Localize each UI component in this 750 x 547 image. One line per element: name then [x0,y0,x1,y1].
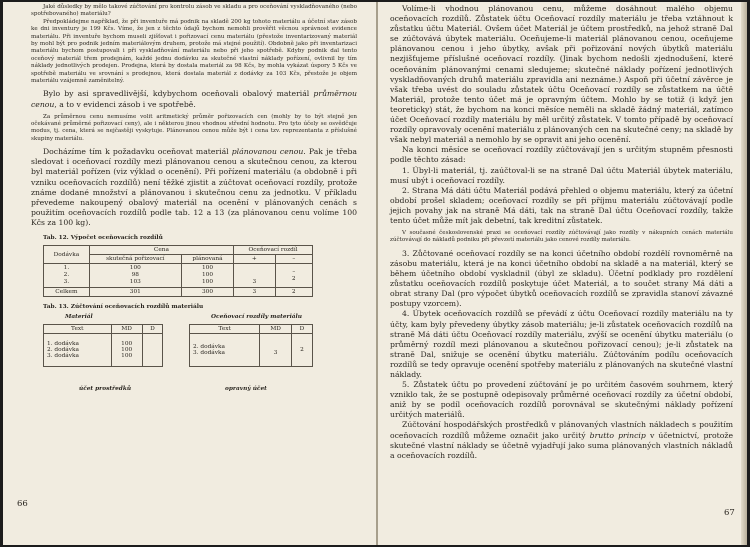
table-cell: 100 100 100 [181,264,233,288]
table13-header-md: MD [111,325,142,334]
page-edge-shadow [741,2,747,545]
table-row [44,334,163,367]
table13-header-d: D [291,325,312,334]
table-cell: 3 [234,264,275,288]
table13-right-footnote: opravný účet [225,386,267,393]
right-page-column [390,4,733,461]
book-spread [3,2,747,545]
planned-price-paragraph: Docházíme tím k požadavku oceňovat materiál plánovanou cenou. Pak je třeba sledovat i oceňovací rozdíly mezi plánovanou cenou a skutečnou cenou, za kterou byl materiál pořízen (viz výklad o ocenění). Při pořízení materiálu (a obdobně i při vzniku oceňovacích rozdílů) není těžké zjistit a zúčtovat oceňovací rozdíly, protože známe dodané množství a plánovanou i skutečnou cenu za jednotku. V příkladu převedeme nakoupený obalový materiál na ocenění v plánovaných cenách s použitím oceňovacích rozdílů podle tab. 12 a 13 (za plánovanou cenu volíme 100 Kčs za 100 kg). [31,147,357,227]
table-cell: 100 100 100 [111,334,142,367]
table13-header-text: Text [44,325,112,334]
table-row [44,264,313,288]
table12-total-row [44,288,313,297]
table13-right-title: Oceňovací rozdíly materiálu [211,314,302,321]
average-price-paragraph: Bylo by asi spravedlivější, kdybychom oceňovali obalový materiál průměrnou cenou, a to v evidenci zásob i ve spotřebě. [31,89,357,109]
table12-caption: Tab. 12. Výpočet oceňovacích rozdílů [43,235,163,242]
table12-header-cena: Cena [89,246,233,255]
table-cell: 1. 2. 3. [44,264,90,288]
rule-2-paragraph: 2. Strana Má dáti účtu Materiál podává přehled o objemu materiálu, který za účetní období prošel skladem; oceňovací rozdíly se při příjmu materiálu zúčtovávají podle jejich povahy jak na straně Má dáti, tak na straně Dal účtu Oceňovací rozdíly, takže tento účet může mít jak debetní, tak kreditní zůstatek. [390,185,733,225]
table-row [190,334,313,367]
table13-left-account [43,324,163,367]
brutto-principle-term: brutto princip [589,430,646,440]
table-cell: 2 [275,288,312,297]
table13-right-account [189,324,313,367]
planned-price-choice-paragraph: Volíme-li vhodnou plánovanou cenu, můžeme dosáhnout malého objemu oceňovacích rozdílů. Zůstatek účtu Oceňovací rozdíly materiálu je třeba vztáhnout k zůstatku účtu Materiál. Ovšem účet Materiál je účtem prostředků, na jehož straně Dal se zúčtovává úbytek materiálu. Oceňujeme-li materiál plánovanou cenou, oceňujeme plánovanou cenou i jeho úbytky, avšak při pořizování nových úbytků materiálu nezjišťujeme příslušné oceňovací rozdíly. (Jinak bychom nedošli zjednodušení, které oceňováním plánovanými cenami sledujeme; skutečné náklady pořízení jednotlivých vyskladňovaných druhů materiálu zpravidla ani neznáme.) Aspoň při účetní závěrce je však třeba uvést do souladu zůstatek účtu Oceňovací rozdíly se zůstatkem na účtě Materiál, protože tento účet má je opravným účtem. Mohlo by se totiž (i když jen teoreticky) stát, že bychom na konci měsíce neměli na skladě žádný materiál, zatímco účet Oceňovací rozdíly materiálu by měl určitý zůstatek. V tomto případě by oceňovací rozdíly opravovaly ocenění materiálu z plánovaných cen na skutečné ceny; na skladě by však nebyl materiál a nemohlo by se opravit ani jeho ocenění. [390,4,733,145]
table-cell: 300 [181,288,233,297]
table-cell: 100 98 103 [89,264,181,288]
table-cell: 3 [260,334,292,367]
table12-subheader-planovana: plánovaná [181,255,233,264]
table12-subheader-plus: + [234,255,275,264]
question-paragraph: Jaké důsledky by mělo takové zúčtování pro kontrolu zásob ve skladu a pro oceňování vyskladňovaného (nebo spotřebovaného) materiálu? [31,4,357,18]
right-page [378,2,747,545]
month-end-rules-intro: Na konci měsíce se oceňovací rozdíly zúčtovávají jen s určitým stupněm přesnosti podle těchto zásad: [390,145,733,165]
table13-caption: Tab. 13. Zúčtování oceňovacích rozdílů materiálu [43,304,204,311]
table-cell: 3 [234,288,275,297]
rule-3-paragraph: 3. Zůčtované oceňovací rozdíly se na konci účetního období rozdělí rovnoměrně na zásobu materiálu, která je na konci účetního období na skladě a na materiál, který se během účetního období vyskladnil (úbyl ze skladu). Účetní podklady pro rozdělení zůstatku oceňovacích rozdílů poskytuje účet Materiál, a to součet strany Má dáti a obrat strany Dal (pro výpočet úbytků oceňovacích rozdílů se zpravidla stanoví závazné postupy vzorcem). [390,248,733,309]
table12-header-rozdil: Oceňovací rozdíl [234,246,313,255]
average-price-term: průměrnou cenou [31,89,357,109]
example-paragraph: Předpokládejme například, že při inventuře má podnik na skladě 200 kg tohoto materiálu a účetní stav zásob ke dni inventury je 199 Kčs. Víme, že jen z těchto údajů bychom nemohli prověřit věcnou správnost evidence materiálu. Při inventuře bychom museli zjišťovat i pořizovací cenu materiálu (přestože inventarizovaný materiál by mohl být pro podnik jedním materiálovým druhem, protože má stejné použití). Obdobně jako při inventarizaci materiálu bychom postupovali i při vyskladňování materiálu nebo při jeho spotřebě. Kdyby podnik dal tento oceňový materiál třem prodejnám, každé jednu dodávku za skutečné vlastní náklady pořízení, ovlivnil by tím náklady jednotlivých prodejen. Prodejna, která by dostala materiál za 98 Kčs, by mohla vykázat úspory 5 Kčs ve spotřebě materiálu ve srovnání s prodejnou, která dostala materiál z dodávky za 103 Kčs, přestože je objem materiálu vzájemně zaměnitelný. [31,18,357,85]
rule-1-paragraph: 1. Úbyl-li materiál, tj. zaúčtoval-li se na straně Dal účtu Materiál úbytek materiálu, musí ubýt i oceňovací rozdíly. [390,165,733,185]
table12 [43,245,313,297]
table-cell: 2. dodávka 3. dodávka [190,334,260,367]
planned-price-term: plánovanou cenou [231,147,304,157]
table-cell [142,334,162,367]
left-page [3,2,377,545]
table-cell: 301 [89,288,181,297]
table13 [43,314,313,392]
rule-5-paragraph: 5. Zůstatek účtu po provedení zúčtování je po určitém časovém souhrnem, který vzniklo tak, že se postupně odepisovaly průměrné oceňovací rozdíly za účetní období, aniž by se podíl oceňovacích rozdílů porovnával se skutečnými náklady pořízení určitých materiálů. [390,380,733,420]
table13-header-d: D [142,325,162,334]
table13-header-text: Text [190,325,260,334]
table12-header-dodavka: Dodávka [44,246,90,264]
table12-subheader-minus: – [275,255,312,264]
table12-subheader-skutecna: skutečná pořizovací [89,255,181,264]
table13-left-title: Materiál [65,314,93,321]
right-page-number: 67 [724,508,735,518]
practice-note-paragraph: V současné československé praxi se oceňovací rozdíly zúčtovávají jako rozdíly v nákupních cenách materiálu zúčtovávají do nákladů podniku při převzetí materiálu jako cenové rozdíly materiálu. [390,230,733,244]
brutto-principle-paragraph: Zúčtování hospodářských prostředků v plánovaných vlastních nákladech s použitím oceňovacích rozdílů můžeme označit jako určitý brutto princip v účetnictví, protože skutečné vlastní náklady se účetně vyjadřují jako suma plánovaných vlastních nákladů a oceňovacích rozdílů. [390,420,733,460]
table-cell: 1. dodávka 2. dodávka 3. dodávka [44,334,112,367]
modus-note-paragraph: Za průměrnou cenu nemusíme volit aritmetický průměr pořizovacích cen (mohly by to být stejně jen očekávané průměrné pořizovací ceny), ale i některou jinou vhodnou střední hodnotu. Pro tyto účely se osvědčuje modus, tj. cena, která se nejčastěji vyskytuje. Plánovanou cenou může být i cena tzv. reprezentanta z příslušné skupiny materiálu. [31,113,357,142]
left-page-number: 66 [17,499,28,509]
left-page-column [31,4,357,392]
rule-4-paragraph: 4. Úbytek oceňovacích rozdílů se převádí z účtu Oceňovací rozdíly materiálu na ty účty, kam byly převedeny úbytky zásob materiálu; je-li zůstatek oceňovacích rozdílů na straně Má dáti účtu Oceňovací rozdíly materiálu, zvýší se ocenění úbytku materiálu (o průměrný rozdíl mezi plánovanou a skutečnou pořizovací cenou); je-li zůstatek na straně Dal, snižuje se ocenění úbytku materiálu. Zúčtováním podílu oceňovacích rozdílů se tedy opravuje ocenění spotřeby materiálu z plánovaných na skutečné vlastní náklady. [390,309,733,379]
table-cell: Celkem [44,288,90,297]
table13-left-footnote: účet prostředků [79,386,132,393]
table13-header-md: MD [260,325,292,334]
table-cell: – 2 [275,264,312,288]
table-cell: 2 [291,334,312,367]
